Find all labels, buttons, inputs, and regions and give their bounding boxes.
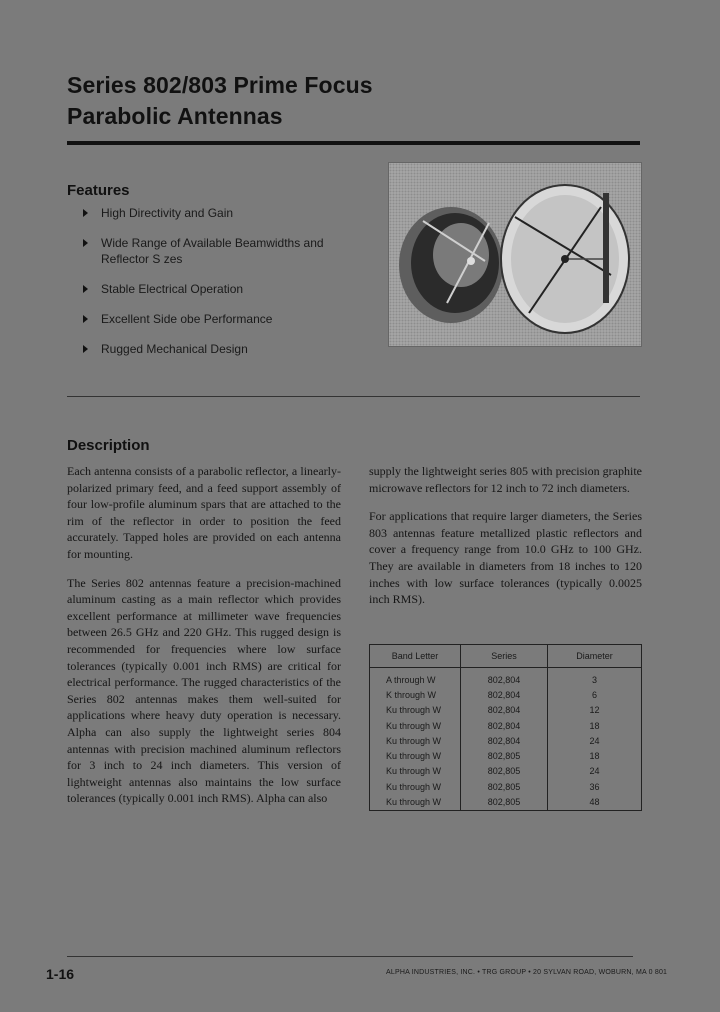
description-paragraph: The Series 802 antennas feature a precision-machined aluminum casting as a main reflector which provides excellent performance at millimeter wave frequencies between 26.5 GHz and 220 GHz. This rugged design is recommended for frequencies where low surface tolerances (typically 0.001 inch RMS) are critical for electrical performance. The rugged characteristics of the Series 802 antennas makes them well-suited for applications where heavy duty operation is necessary. Alpha can also supply the lightweight series 804 antennas with precision machined aluminum reflectors for 3 inch to 24 inch diameters. This version of lightweight antennas also maintains the low surface tolerances (typically 0.001 inch RMS). Alpha can also (67, 575, 341, 806)
description-heading: Description (67, 437, 150, 454)
description-paragraph: For applications that require larger diameters, the Series 803 antennas feature metallized plastic reflectors and cover a frequency range from 10.0 GHz to 100 GHz. They are available in diameters from 18 inches to 120 inches with low surface tolerances (typically 0.0025 inch RMS). (369, 509, 642, 607)
description-paragraph: supply the lightweight series 805 with precision graphite microwave reflectors for 12 inch to 72 inch diameters. (369, 464, 642, 495)
feature-item: Rugged Mechanical Design (67, 341, 357, 357)
page-number: 1-16 (46, 966, 75, 982)
column-header-band: Band Letter (370, 645, 461, 668)
footer-company-address: ALPHA INDUSTRIES, INC. • TRG GROUP • 20 SYLVAN ROAD, WOBURN, MA 0 801 (386, 969, 668, 976)
features-heading: Features (67, 182, 130, 199)
title-line-2: Parabolic Antennas (67, 103, 283, 129)
bullet-icon (83, 315, 88, 323)
column-header-diameter: Diameter (548, 645, 642, 668)
feature-item: High Directivity and Gain (67, 205, 357, 221)
column-header-series: Series (461, 645, 548, 668)
large-antenna (501, 185, 629, 333)
table-row: Ku through W 802,804 18 (370, 718, 642, 733)
title-rule (67, 141, 640, 145)
table-row: Ku through W 802,805 24 (370, 764, 642, 779)
page-title (67, 70, 373, 132)
feature-item: Excellent Side obe Performance (67, 311, 357, 327)
table-row: Ku through W 802,805 18 (370, 748, 642, 763)
antenna-spec-table (369, 644, 642, 811)
table-row: Ku through W 802,805 48 (370, 794, 642, 810)
table-row: Ku through W 802,805 36 (370, 779, 642, 794)
bullet-icon (83, 285, 88, 293)
table-row: Ku through W 802,804 12 (370, 703, 642, 718)
features-list (67, 205, 357, 371)
description-column-left (67, 463, 341, 819)
feature-item: Stable Electrical Operation (67, 281, 357, 297)
small-antenna (399, 207, 503, 323)
description-column-right (369, 463, 642, 620)
section-divider (67, 396, 640, 397)
bullet-icon (83, 239, 88, 247)
title-line-1: Series 802/803 Prime Focus (67, 72, 373, 98)
footer-rule (67, 956, 633, 957)
description-paragraph: Each antenna consists of a parabolic reflector, a linearly-polarized primary feed, and a feed support assembly of four low-profile aluminum spars that are attached to the rim of the reflector in order to position the feed accurately. Tapped holes are provided on each antenna for mounting. (67, 464, 341, 561)
antenna-illustration (389, 163, 641, 346)
antenna-photo (388, 162, 642, 347)
table-row: Ku through W 802,804 24 (370, 733, 642, 748)
table-header-row (370, 645, 642, 668)
feature-item: Wide Range of Available Beamwidths and Reflector S zes (67, 235, 357, 267)
bullet-icon (83, 209, 88, 217)
bullet-icon (83, 345, 88, 353)
table-row: K through W 802,804 6 (370, 687, 642, 702)
table-row: A through W 802,804 3 (370, 668, 642, 688)
